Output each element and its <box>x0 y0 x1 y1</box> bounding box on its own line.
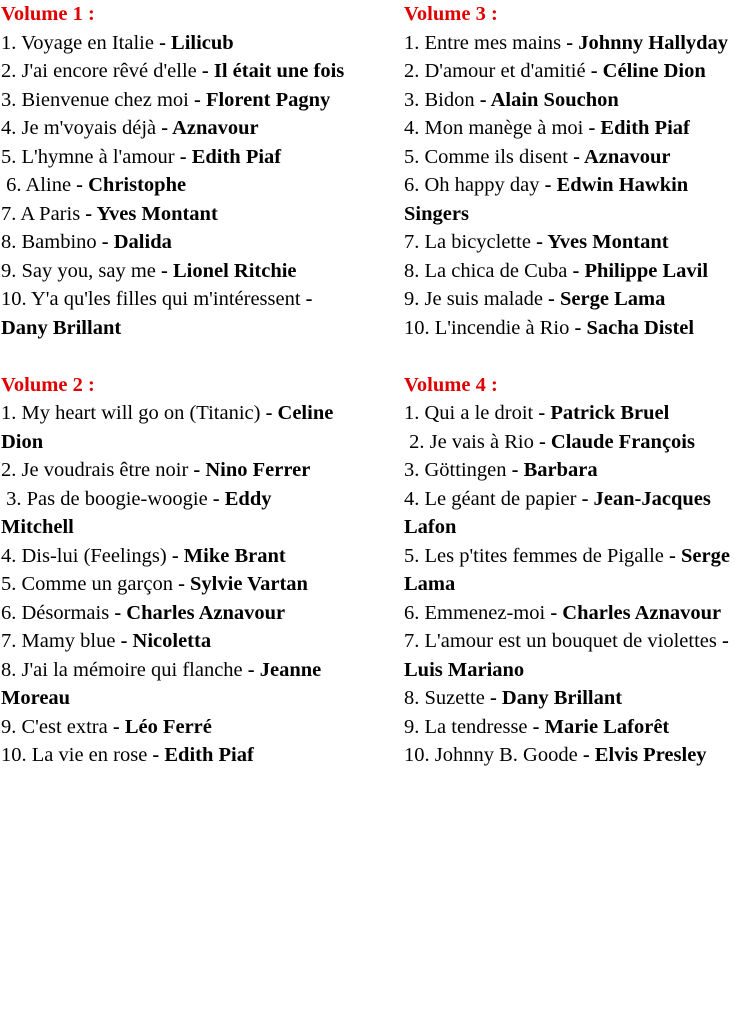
track-item <box>404 428 750 457</box>
separator: - <box>115 630 133 652</box>
separator: - <box>533 402 551 424</box>
track-item <box>404 684 750 713</box>
separator: - <box>147 744 165 766</box>
track-title: 8. Bambino <box>1 231 97 253</box>
track-item <box>1 713 346 742</box>
volume-title: Volume 4 : <box>404 373 498 396</box>
track-title: 5. Comme ils disent <box>404 145 568 168</box>
track-item <box>1 399 346 456</box>
separator: - <box>242 658 260 681</box>
track-item <box>404 627 750 684</box>
separator: - <box>188 459 206 481</box>
track-title: 3. Pas de boogie-woogie <box>1 487 208 510</box>
track-artist: Nicoletta <box>132 630 212 652</box>
separator: - <box>196 60 214 82</box>
track-title: 9. Je suis malade <box>404 288 543 310</box>
separator: - <box>260 402 278 424</box>
track-item <box>1 741 346 770</box>
track-title: 2. Je voudrais être noir <box>1 459 189 481</box>
track-item <box>1 570 346 599</box>
track-item <box>1 656 346 713</box>
track-artist: Mike Brant <box>183 544 286 567</box>
track-title: 8. J'ai la mémoire qui flanche <box>1 658 243 681</box>
track-title: 10. Johnny B. Goode <box>404 744 578 766</box>
separator: - <box>153 31 172 54</box>
track-item <box>404 257 750 286</box>
track-item <box>404 114 750 143</box>
track-title: 10. Y'a qu'les filles qui m'intéressent <box>1 288 301 310</box>
track-artist: Céline Dion <box>602 60 706 82</box>
track-item <box>1 228 346 257</box>
track-title: 2. J'ai encore rêvé d'elle <box>1 60 197 82</box>
separator: - <box>172 573 191 595</box>
track-item <box>1 200 346 229</box>
track-item <box>1 143 346 172</box>
track-artist: Charles Aznavour <box>562 601 722 624</box>
track-item <box>1 456 346 485</box>
track-artist: Marie Laforêt <box>544 715 670 738</box>
track-artist: Léo Ferré <box>124 715 212 738</box>
track-item <box>1 485 346 542</box>
track-artist: Dalida <box>113 231 172 253</box>
separator: - <box>156 117 173 139</box>
volume-title: Volume 3 : <box>404 3 498 25</box>
track-item <box>404 599 750 628</box>
track-artist: Il était une fois <box>213 60 345 82</box>
track-item <box>404 228 750 257</box>
track-artist: Aznavour <box>583 145 671 168</box>
separator: - <box>506 459 524 481</box>
volume-section <box>404 371 750 770</box>
volume-section <box>1 0 346 342</box>
track-title: 8. Suzette <box>404 687 485 709</box>
track-title: 4. Dis-lui (Feelings) <box>1 544 167 567</box>
separator: - <box>96 231 114 253</box>
track-item <box>404 171 750 228</box>
track-artist: Christophe <box>88 174 187 196</box>
separator: - <box>568 145 584 168</box>
track-title: 5. Comme un garçon <box>1 573 173 595</box>
track-item <box>404 285 750 314</box>
track-item <box>1 86 346 115</box>
track-title: 4. Je m'voyais déjà <box>1 117 157 139</box>
track-artist: Dany Brillant <box>501 687 623 709</box>
separator: - <box>474 88 491 111</box>
track-title: 2. D'amour et d'amitié <box>404 60 586 82</box>
separator: - <box>80 202 97 225</box>
track-item <box>404 741 750 770</box>
track-artist: Yves Montant <box>96 202 218 225</box>
track-title: 1. Qui a le droit <box>404 402 534 424</box>
track-title: 3. Göttingen <box>404 459 507 481</box>
track-title: 1. Voyage en Italie <box>1 31 154 54</box>
track-artist: Celine Dion <box>1 402 334 453</box>
separator: - <box>576 487 594 510</box>
track-artist: Nino Ferrer <box>205 459 311 481</box>
separator: - <box>539 174 557 196</box>
track-title: 3. Bienvenue chez moi <box>1 88 189 111</box>
volume-section <box>1 371 346 770</box>
track-title: 7. L'amour est un bouquet de violettes <box>404 630 717 652</box>
track-item <box>404 29 750 58</box>
track-artist: Jean-Jacques Lafon <box>404 487 711 538</box>
left-column <box>1 0 346 798</box>
track-item <box>1 599 346 628</box>
separator: - <box>716 630 734 652</box>
separator: - <box>561 31 579 54</box>
track-title: 7. La bicyclette <box>404 231 531 253</box>
track-artist: Philippe Lavil <box>584 259 709 282</box>
separator: - <box>533 430 551 453</box>
track-artist: Edith Piaf <box>191 145 282 168</box>
separator: - <box>663 544 681 567</box>
track-artist: Barbara <box>523 459 598 481</box>
track-title: 6. Oh happy day <box>404 174 540 196</box>
track-item <box>404 314 750 343</box>
track-artist: Eddy Mitchell <box>1 487 272 538</box>
track-artist: Sacha Distel <box>586 316 695 339</box>
separator: - <box>569 316 587 339</box>
track-artist: Aznavour <box>172 117 259 139</box>
separator: - <box>300 288 318 310</box>
separator: - <box>545 601 563 624</box>
track-title: 10. La vie en rose <box>1 744 148 766</box>
track-artist: Lionel Ritchie <box>172 259 297 282</box>
track-item <box>404 86 750 115</box>
separator: - <box>567 259 585 282</box>
separator: - <box>530 231 548 253</box>
track-title: 7. Mamy blue <box>1 630 116 652</box>
track-artist: Sylvie Vartan <box>190 573 308 595</box>
track-title: 6. Désormais <box>1 601 110 624</box>
track-item <box>1 57 346 86</box>
track-artist: Edith Piaf <box>164 744 254 766</box>
track-item <box>1 29 346 58</box>
separator: - <box>527 715 545 738</box>
track-title: 3. Bidon <box>404 88 475 111</box>
track-artist: Florent Pagny <box>205 88 331 111</box>
track-artist: Serge Lama <box>560 288 666 310</box>
track-title: 2. Je vais à Rio <box>404 430 534 453</box>
track-title: 1. My heart will go on (Titanic) <box>1 402 261 424</box>
track-item <box>1 114 346 143</box>
separator: - <box>583 117 601 139</box>
track-artist: Jeanne Moreau <box>1 658 322 709</box>
track-item <box>1 171 346 200</box>
track-title: 9. C'est extra <box>1 715 108 738</box>
track-item <box>1 257 346 286</box>
track-artist: Johnny Hallyday <box>578 31 729 54</box>
separator: - <box>71 174 89 196</box>
track-item <box>404 485 750 542</box>
track-artist: Dany Brillant <box>1 316 122 339</box>
track-title: 8. La chica de Cuba <box>404 259 568 282</box>
separator: - <box>174 145 192 168</box>
track-item <box>404 143 750 172</box>
separator: - <box>109 601 127 624</box>
volume-section <box>404 0 750 342</box>
separator: - <box>542 288 560 310</box>
track-item <box>404 542 750 599</box>
track-artist: Edith Piaf <box>600 117 690 139</box>
track-item <box>404 456 750 485</box>
track-item <box>1 285 346 342</box>
track-item <box>404 713 750 742</box>
separator: - <box>484 687 502 709</box>
track-title: 5. L'hymne à l'amour <box>1 145 175 168</box>
separator: - <box>207 487 225 510</box>
track-title: 9. La tendresse <box>404 715 528 738</box>
right-column <box>404 0 750 798</box>
separator: - <box>577 744 595 766</box>
track-artist: Claude François <box>550 430 695 453</box>
track-title: 1. Entre mes mains <box>404 31 562 54</box>
track-artist: Yves Montant <box>547 231 669 253</box>
track-title: 6. Emmenez-moi <box>404 601 546 624</box>
track-artist: Charles Aznavour <box>126 601 286 624</box>
separator: - <box>585 60 603 82</box>
track-title: 5. Les p'tites femmes de Pigalle <box>404 544 664 567</box>
track-title: 4. Le géant de papier <box>404 487 577 510</box>
volume-title: Volume 1 : <box>1 3 95 25</box>
track-artist: Serge Lama <box>404 544 730 595</box>
track-artist: Lilicub <box>171 31 234 54</box>
track-title: 4. Mon manège à moi <box>404 117 584 139</box>
track-artist: Luis Mariano <box>404 658 525 681</box>
track-artist: Edwin Hawkin Singers <box>404 174 689 225</box>
separator: - <box>155 259 173 282</box>
track-item <box>1 542 346 571</box>
track-artist: Elvis Presley <box>594 744 707 766</box>
track-artist: Alain Souchon <box>490 88 619 111</box>
track-item <box>1 627 346 656</box>
track-item <box>404 399 750 428</box>
volume-title: Volume 2 : <box>1 373 95 396</box>
separator: - <box>188 88 206 111</box>
track-item <box>404 57 750 86</box>
track-title: 10. L'incendie à Rio <box>404 316 570 339</box>
track-title: 9. Say you, say me <box>1 259 156 282</box>
separator: - <box>107 715 125 738</box>
track-title: 6. Aline <box>1 174 72 196</box>
track-artist: Patrick Bruel <box>550 402 670 424</box>
track-title: 7. A Paris <box>1 202 81 225</box>
separator: - <box>166 544 184 567</box>
